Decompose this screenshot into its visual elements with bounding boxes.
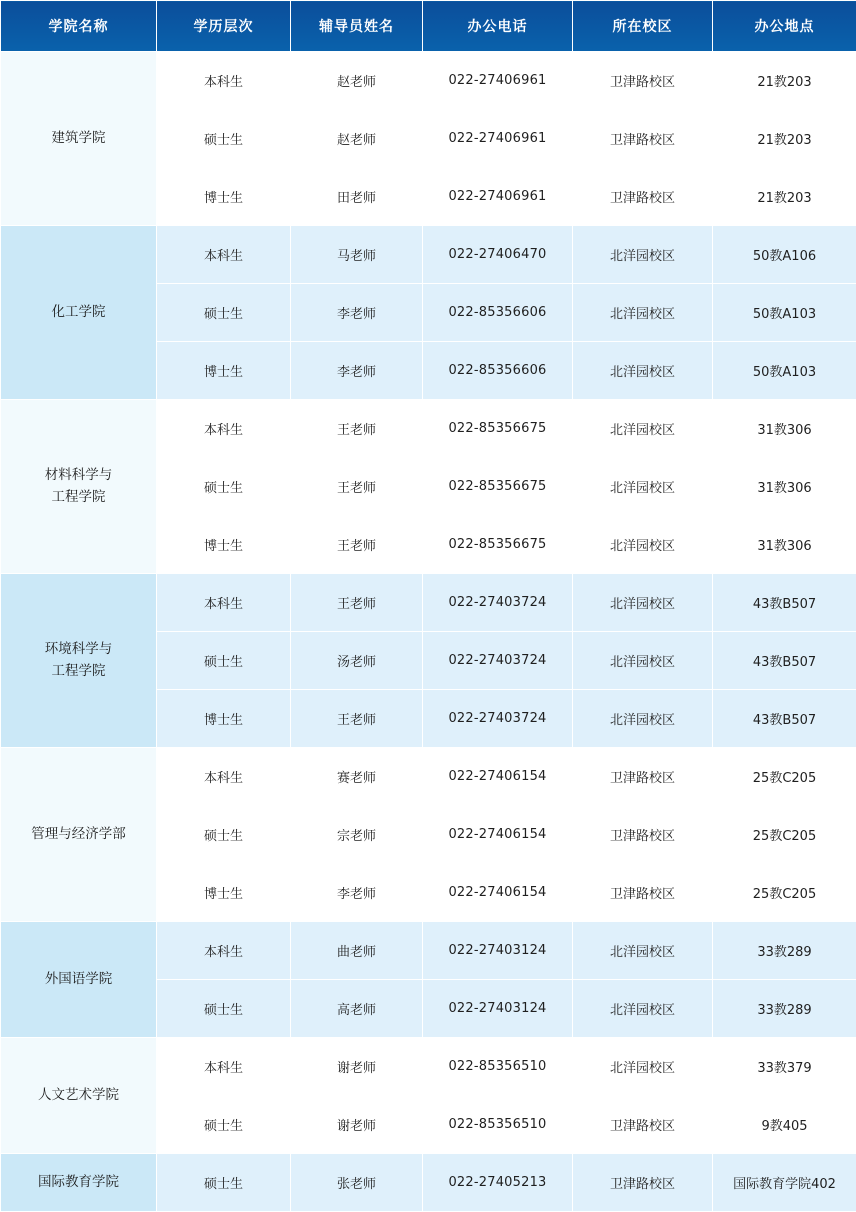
table-row: [1, 1154, 856, 1212]
counselor-name-cell: 曲老师: [291, 922, 423, 980]
office-cell: 43教B507: [713, 574, 856, 632]
campus-cell: 卫津路校区: [573, 1154, 713, 1212]
table-header-row: [1, 1, 856, 52]
counselor-name-cell: 王老师: [291, 516, 423, 574]
counselor-name-cell: 谢老师: [291, 1038, 423, 1096]
level-cell: 博士生: [157, 168, 291, 226]
college-name-cell: 建筑学院: [1, 52, 157, 226]
phone-cell: 022-85356510: [423, 1096, 573, 1154]
level-cell: 硕士生: [157, 458, 291, 516]
phone-cell: 022-85356606: [423, 342, 573, 400]
counselor-name-cell: 王老师: [291, 574, 423, 632]
counselor-name-cell: 王老师: [291, 458, 423, 516]
campus-cell: 北洋园校区: [573, 342, 713, 400]
campus-cell: 北洋园校区: [573, 516, 713, 574]
campus-cell: 北洋园校区: [573, 458, 713, 516]
table-row: [1, 748, 856, 806]
phone-cell: 022-27403724: [423, 690, 573, 748]
campus-cell: 卫津路校区: [573, 1096, 713, 1154]
office-cell: 50教A103: [713, 342, 856, 400]
counselor-name-cell: 王老师: [291, 400, 423, 458]
level-cell: 博士生: [157, 864, 291, 922]
phone-cell: 022-85356606: [423, 284, 573, 342]
phone-cell: 022-27406154: [423, 806, 573, 864]
campus-cell: 卫津路校区: [573, 52, 713, 110]
campus-cell: 北洋园校区: [573, 690, 713, 748]
level-cell: 本科生: [157, 574, 291, 632]
column-header-office: 办公地点: [713, 1, 856, 52]
campus-cell: 北洋园校区: [573, 632, 713, 690]
counselor-name-cell: 李老师: [291, 864, 423, 922]
office-cell: 50教A106: [713, 226, 856, 284]
phone-cell: 022-27406470: [423, 226, 573, 284]
office-cell: 33教289: [713, 980, 856, 1038]
office-cell: 31教306: [713, 516, 856, 574]
level-cell: 本科生: [157, 226, 291, 284]
counselor-name-cell: 张老师: [291, 1154, 423, 1212]
level-cell: 博士生: [157, 516, 291, 574]
office-cell: 21教203: [713, 52, 856, 110]
counselor-name-cell: 赵老师: [291, 52, 423, 110]
campus-cell: 卫津路校区: [573, 806, 713, 864]
campus-cell: 北洋园校区: [573, 1038, 713, 1096]
counselor-name-cell: 王老师: [291, 690, 423, 748]
office-cell: 43教B507: [713, 632, 856, 690]
level-cell: 本科生: [157, 1038, 291, 1096]
table-row: [1, 400, 856, 458]
counselor-name-cell: 汤老师: [291, 632, 423, 690]
counselor-name-cell: 赛老师: [291, 748, 423, 806]
college-name-cell: 人文艺术学院: [1, 1038, 157, 1154]
level-cell: 硕士生: [157, 632, 291, 690]
level-cell: 本科生: [157, 52, 291, 110]
table-body: [1, 52, 856, 1212]
counselor-name-cell: 宗老师: [291, 806, 423, 864]
office-cell: 25教C205: [713, 864, 856, 922]
phone-cell: 022-27403124: [423, 980, 573, 1038]
campus-cell: 北洋园校区: [573, 574, 713, 632]
office-cell: 50教A103: [713, 284, 856, 342]
phone-cell: 022-27403724: [423, 632, 573, 690]
counselor-name-cell: 赵老师: [291, 110, 423, 168]
level-cell: 硕士生: [157, 980, 291, 1038]
column-header-level: 学历层次: [157, 1, 291, 52]
table-header: [1, 1, 856, 52]
campus-cell: 北洋园校区: [573, 284, 713, 342]
office-cell: 21教203: [713, 110, 856, 168]
college-name-cell: 国际教育学院: [1, 1154, 157, 1212]
campus-cell: 卫津路校区: [573, 748, 713, 806]
phone-cell: 022-85356675: [423, 516, 573, 574]
campus-cell: 北洋园校区: [573, 980, 713, 1038]
campus-cell: 卫津路校区: [573, 168, 713, 226]
level-cell: 博士生: [157, 342, 291, 400]
college-name-cell: 外国语学院: [1, 922, 157, 1038]
phone-cell: 022-27406154: [423, 748, 573, 806]
office-cell: 43教B507: [713, 690, 856, 748]
office-cell: 33教379: [713, 1038, 856, 1096]
counselor-name-cell: 谢老师: [291, 1096, 423, 1154]
office-cell: 25教C205: [713, 748, 856, 806]
level-cell: 本科生: [157, 922, 291, 980]
college-name-cell: 材料科学与 工程学院: [1, 400, 157, 574]
level-cell: 硕士生: [157, 284, 291, 342]
phone-cell: 022-85356510: [423, 1038, 573, 1096]
level-cell: 硕士生: [157, 1096, 291, 1154]
counselor-name-cell: 田老师: [291, 168, 423, 226]
column-header-campus: 所在校区: [573, 1, 713, 52]
college-name-cell: 环境科学与 工程学院: [1, 574, 157, 748]
office-cell: 31教306: [713, 458, 856, 516]
phone-cell: 022-27403724: [423, 574, 573, 632]
table-row: [1, 922, 856, 980]
office-cell: 21教203: [713, 168, 856, 226]
counselor-name-cell: 李老师: [291, 284, 423, 342]
level-cell: 本科生: [157, 400, 291, 458]
counselor-name-cell: 高老师: [291, 980, 423, 1038]
campus-cell: 北洋园校区: [573, 922, 713, 980]
column-header-college: 学院名称: [1, 1, 157, 52]
office-cell: 9教405: [713, 1096, 856, 1154]
level-cell: 硕士生: [157, 110, 291, 168]
table-row: [1, 574, 856, 632]
phone-cell: 022-85356675: [423, 458, 573, 516]
phone-cell: 022-27406961: [423, 168, 573, 226]
table-row: [1, 1038, 856, 1096]
counselor-name-cell: 马老师: [291, 226, 423, 284]
college-name-cell: 管理与经济学部: [1, 748, 157, 922]
phone-cell: 022-27405213: [423, 1154, 573, 1212]
level-cell: 博士生: [157, 690, 291, 748]
column-header-counselor: 辅导员姓名: [291, 1, 423, 52]
phone-cell: 022-27403124: [423, 922, 573, 980]
level-cell: 本科生: [157, 748, 291, 806]
campus-cell: 卫津路校区: [573, 110, 713, 168]
phone-cell: 022-27406154: [423, 864, 573, 922]
table-row: [1, 226, 856, 284]
phone-cell: 022-27406961: [423, 110, 573, 168]
phone-cell: 022-85356675: [423, 400, 573, 458]
campus-cell: 卫津路校区: [573, 864, 713, 922]
level-cell: 硕士生: [157, 806, 291, 864]
college-name-cell: 化工学院: [1, 226, 157, 400]
office-cell: 国际教育学院402: [713, 1154, 856, 1212]
office-cell: 33教289: [713, 922, 856, 980]
campus-cell: 北洋园校区: [573, 400, 713, 458]
office-cell: 25教C205: [713, 806, 856, 864]
phone-cell: 022-27406961: [423, 52, 573, 110]
column-header-phone: 办公电话: [423, 1, 573, 52]
campus-cell: 北洋园校区: [573, 226, 713, 284]
office-cell: 31教306: [713, 400, 856, 458]
counselor-name-cell: 李老师: [291, 342, 423, 400]
table-row: [1, 52, 856, 110]
level-cell: 硕士生: [157, 1154, 291, 1212]
